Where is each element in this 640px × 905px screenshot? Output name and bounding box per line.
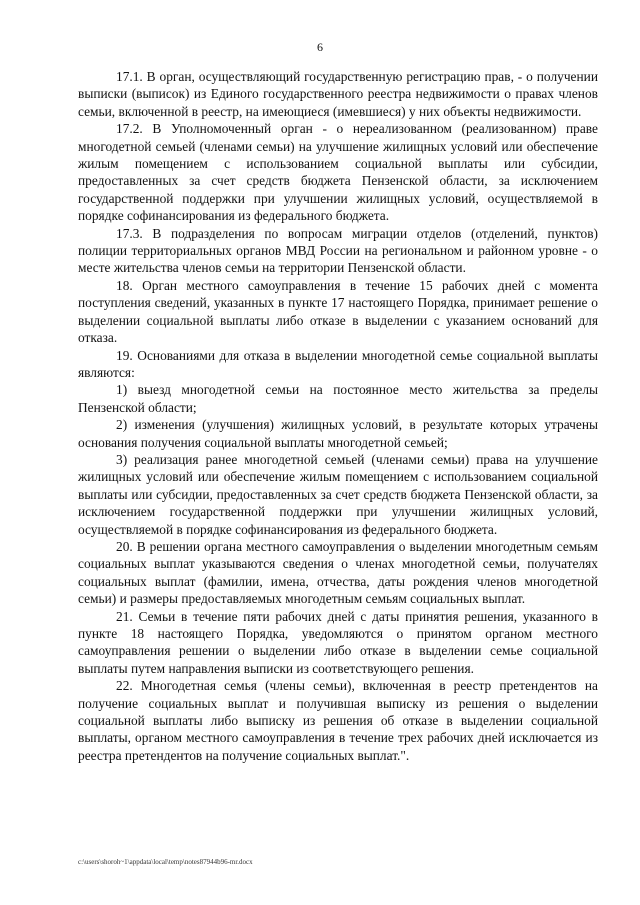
paragraph-18: 18. Орган местного самоуправления в течение 15 рабочих дней с момента поступления сведений, указанных в пункте 17 настоящего Порядка, принимает решение о выделении социальной выплаты либо отказе в выделении с указанием оснований для отказа. (78, 277, 598, 346)
paragraph-22: 22. Многодетная семья (члены семьи), включенная в реестр претендентов на получение социальных выплат и получившая выписку из решения о выделении социальной выплаты либо выписку из решения об отказе в выделении социальной выплаты, органом местного самоуправления в течение трех рабочих дней исключается из реестра претендентов на получение социальных выплат.". (78, 678, 598, 763)
paragraph-20: 20. В решении органа местного самоуправления о выделении многодетным семьям социальных выплат указываются сведения о членах многодетной семьи, получателях социальных выплат (фамилии, имена, отчества, даты рождения членов многодетной семьи) и размеры предоставляемых многодетным семьям социальных выплат. (78, 538, 598, 607)
paragraph-19: 19. Основаниями для отказа в выделении многодетной семье социальной выплаты являются: (78, 347, 598, 380)
page-number: 6 (317, 40, 323, 54)
paragraph-19-item-2: 2) изменения (улучшения) жилищных условий, в результате которых утрачены основания получения социальной выплаты многодетной семьей; (78, 417, 598, 450)
paragraph-17-3: 17.3. В подразделения по вопросам миграции отделов (отделений, пунктов) полиции территориальных органов МВД России на региональном и районном уровне - о месте жительства членов семьи на территории Пензенской области. (78, 225, 598, 276)
footer-file-path: c:\users\shoroh~1\appdata\local\temp\notes87944b96-mr.docx (78, 858, 253, 866)
paragraph-19-item-3: 3) реализация ранее многодетной семьей (членами семьи) права на улучшение жилищных условий или обеспечение жилым помещением с использованием социальной выплаты или субсидии, предоставленных за счет средств бюджета Пензенской области, за исключением государственной поддержки при улучшении жилищных условий, осуществляемой в порядке софинансирования из федерального бюджета. (78, 451, 598, 537)
document-body (78, 68, 598, 764)
paragraph-21: 21. Семьи в течение пяти рабочих дней с даты принятия решения, указанного в пункте 18 настоящего Порядка, уведомляются о принятом органом местного самоуправления решении о выделении либо отказе в выделении семье социальной выплаты путем направления выписки из соответствующего решения. (78, 608, 598, 676)
paragraph-17-2: 17.2. В Уполномоченный орган - о нереализованном (реализованном) праве многодетной семьей (членами семьи) на улучшение жилищных условий или обеспечение жилым помещением с использованием социальной выплаты или субсидии, предоставленных за счет средств бюджета Пензенской области, за исключением государственной поддержки при улучшении жилищных условий, осуществляемой в порядке софинансирования из федерального бюджета. (78, 121, 598, 224)
paragraph-19-item-1: 1) выезд многодетной семьи на постоянное место жительства за пределы Пензенской области; (78, 382, 598, 415)
paragraph-17-1: 17.1. В орган, осуществляющий государственную регистрацию прав, - о получении выписки (выписок) из Единого государственного реестра недвижимости о правах членов семьи, включенной в реестр, на имеющиеся (имевшиеся) у них объекты недвижимости. (78, 69, 598, 119)
